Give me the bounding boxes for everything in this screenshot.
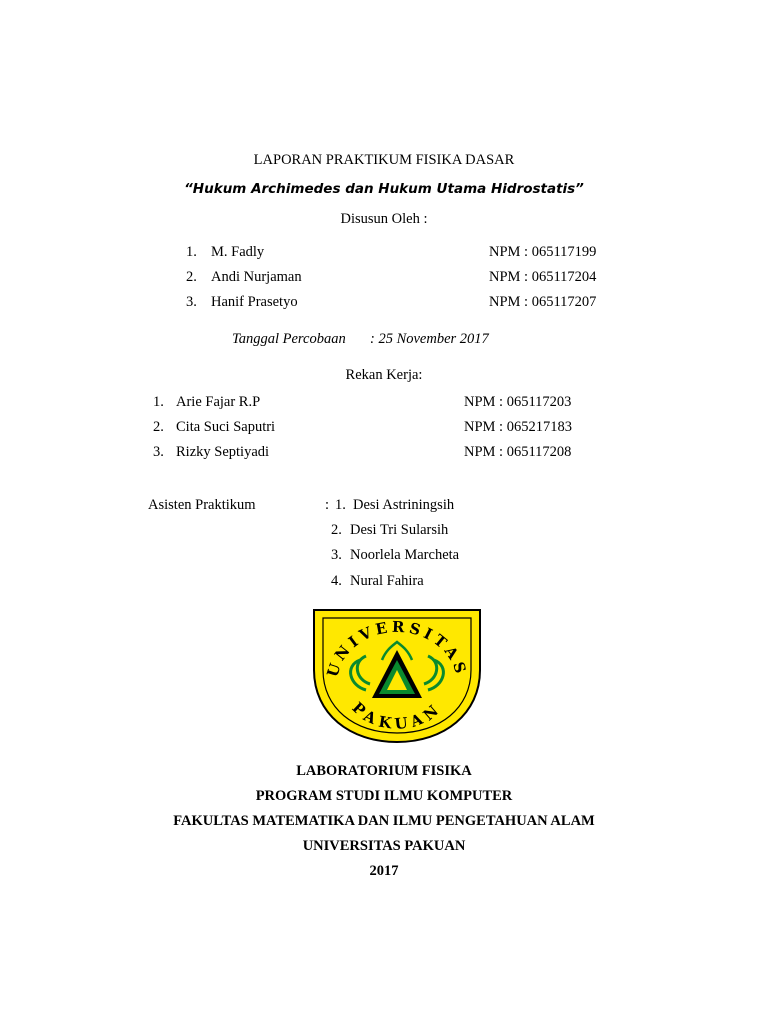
partner-number: 1. bbox=[153, 394, 164, 410]
logo-bottom-text: PAKUAN bbox=[348, 698, 446, 734]
author-number: 1. bbox=[186, 244, 197, 260]
assistant-number: 2. bbox=[331, 522, 342, 538]
partner-npm: NPM : 065117203 bbox=[464, 394, 572, 410]
assistants-separator: : bbox=[325, 497, 330, 513]
partner-number: 2. bbox=[153, 419, 164, 435]
experiment-date-value: : 25 November 2017 bbox=[370, 331, 489, 347]
assistant-number: 4. bbox=[331, 573, 342, 589]
author-name: Hanif Prasetyo bbox=[211, 294, 298, 310]
assistants-label: Asisten Praktikum bbox=[148, 497, 256, 513]
author-number: 3. bbox=[186, 294, 197, 310]
logo-top-text: UNIVERSITAS bbox=[323, 617, 471, 680]
faculty-name: FAKULTAS MATEMATIKA DAN ILMU PENGETAHUAN ALAM bbox=[173, 813, 595, 829]
author-name: Andi Nurjaman bbox=[211, 269, 302, 285]
partners-heading: Rekan Kerja: bbox=[345, 367, 423, 383]
university-name: UNIVERSITAS PAKUAN bbox=[302, 838, 466, 854]
report-year: 2017 bbox=[369, 863, 399, 879]
assistant-name: Nural Fahira bbox=[350, 573, 424, 589]
assistant-number: 1. bbox=[335, 497, 346, 513]
assistant-number: 3. bbox=[331, 547, 342, 563]
program-name: PROGRAM STUDI ILMU KOMPUTER bbox=[255, 788, 513, 804]
partner-npm: NPM : 065217183 bbox=[464, 419, 572, 435]
partner-number: 3. bbox=[153, 444, 164, 460]
partner-name: Arie Fajar R.P bbox=[176, 394, 261, 410]
author-npm: NPM : 065117199 bbox=[489, 244, 597, 260]
partner-name: Rizky Septiyadi bbox=[176, 444, 270, 460]
assistant-name: Desi Astriningsih bbox=[353, 497, 455, 513]
experiment-date-label: Tanggal Percobaan bbox=[232, 331, 346, 347]
report-subtitle: “Hukum Archimedes dan Hukum Utama Hidrostatis” bbox=[184, 181, 584, 197]
author-name: M. Fadly bbox=[211, 244, 265, 260]
lab-name: LABORATORIUM FISIKA bbox=[296, 763, 472, 779]
author-npm: NPM : 065117204 bbox=[489, 269, 597, 285]
university-logo bbox=[304, 602, 490, 746]
partner-name: Cita Suci Saputri bbox=[176, 419, 276, 435]
author-number: 2. bbox=[186, 269, 197, 285]
assistant-name: Desi Tri Sularsih bbox=[350, 522, 449, 538]
partner-npm: NPM : 065117208 bbox=[464, 444, 572, 460]
compiled-by-label: Disusun Oleh : bbox=[340, 211, 428, 227]
assistant-name: Noorlela Marcheta bbox=[350, 547, 460, 563]
author-npm: NPM : 065117207 bbox=[489, 294, 597, 310]
report-title: LAPORAN PRAKTIKUM FISIKA DASAR bbox=[253, 152, 515, 168]
